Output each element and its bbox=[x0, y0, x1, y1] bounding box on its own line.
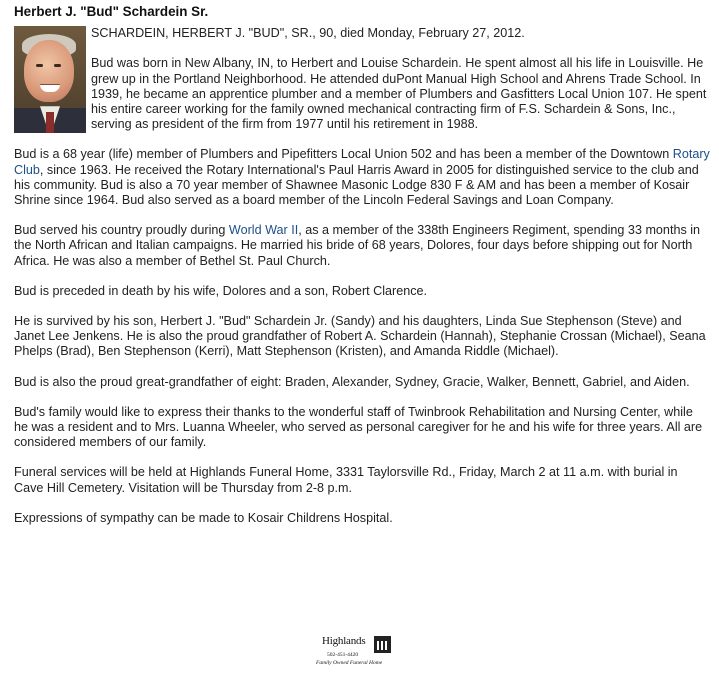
rotary-club-link[interactable]: Rotary Club bbox=[14, 147, 710, 177]
services-paragraph: Funeral services will be held at Highlands Funeral Home, 3331 Taylorsville Rd., Friday, March 2 at 11 a.m. with burial in Cave Hill Cemetery. Visitation will be Thursday from 2-8 p.m. bbox=[14, 465, 678, 495]
military-paragraph: Bud served his country proudly during World War II, as a member of the 338th Engineers Regiment, spending 33 months in the North African and Italian campaigns. He married his bride of 68 years, Dolores, four days before shipping out for North Africa. He was also a member of Bethel St. Paul Church. bbox=[14, 223, 701, 268]
survivors-paragraph: He is survived by his son, Herbert J. "Bud" Schardein Jr. (Sandy) and his daughters, Linda Sue Stephenson (Steve) and Janet Lee Jenkens. He is also the proud grandfather of Robert A. Schardein (Hannah), Stephanie Crossan (Michael), Seana Phelps (Brad), Ben Stephenson (Kerri), Matt Stephenson (Kristen), and Amanda Riddle (Michael). bbox=[14, 314, 706, 359]
portrait-photo bbox=[14, 26, 86, 133]
obituary-title: Herbert J. "Bud" Schardein Sr. bbox=[14, 4, 209, 19]
funeral-home-logo: Highlands 502-451-4420 Family Owned Funeral Home bbox=[316, 634, 406, 664]
memberships-paragraph: Bud is a 68 year (life) member of Plumbers and Pipefitters Local Union 502 and has been a member of the Downtown Rotary Club, since 1963. He received the Rotary International's Paul Harris Award in 2005 for distinguished service to the club and his community. Bud is also a 70 year member of Shawnee Masonic Lodge 830 F & AM and has been a member of Kosair Shrine since 1964. Bud also served as a board member of the Lincoln Federal Savings and Loan Company. bbox=[14, 147, 710, 208]
obituary bbox=[14, 4, 710, 541]
great-grandchildren-paragraph: Bud is also the proud great-grandfather of eight: Braden, Alexander, Sydney, Gracie, Walker, Bennett, Gabriel, and Aiden. bbox=[14, 374, 690, 389]
building-icon bbox=[374, 636, 391, 653]
thanks-paragraph: Bud's family would like to express their thanks to the wonderful staff of Twinbrook Rehabilitation and Nursing Center, while he was a resident and to Mrs. Luanna Wheeler, who served as personal caregiver for he and his wife for three years. All are considered members of our family. bbox=[14, 404, 703, 450]
biography-paragraph: Bud was born in New Albany, IN, to Herbert and Louise Schardein. He spent almost all his life in Louisville. He grew up in the Portland Neighborhood. He attended duPont Manual High School and Ahrens Trade School. In 1939, he became an apprentice plumber and a member of Plumbers and Gasfitters Local Union 107. He spent his entire career working for the family owned mechanical contracting firm of F.S. Schardein & Sons, Inc., serving as president of the firm from 1977 until his retirement in 1988. bbox=[91, 56, 707, 132]
preceded-paragraph: Bud is preceded in death by his wife, Dolores and a son, Robert Clarence. bbox=[14, 283, 428, 298]
death-notice: SCHARDEIN, HERBERT J. "BUD", SR., 90, died Monday, February 27, 2012. bbox=[91, 26, 525, 41]
sympathy-paragraph: Expressions of sympathy can be made to Kosair Childrens Hospital. bbox=[14, 510, 393, 525]
footer bbox=[0, 628, 719, 668]
world-war-ii-link[interactable]: World War II bbox=[228, 223, 299, 238]
